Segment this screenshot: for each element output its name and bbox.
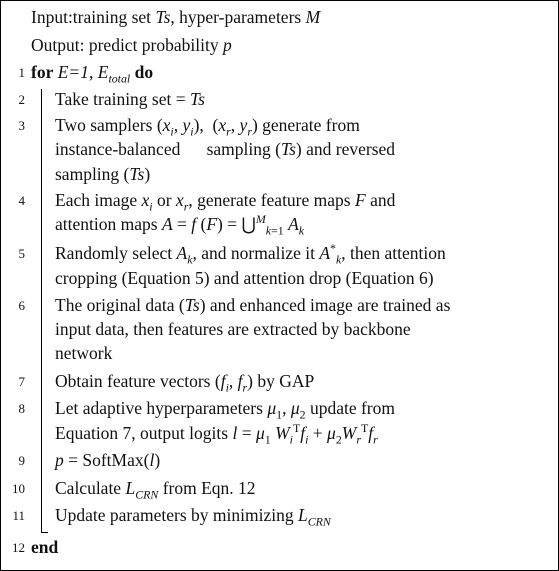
line-number: 1 bbox=[18, 65, 25, 80]
line-number: 9 bbox=[18, 453, 25, 468]
line-text: Two samplers ($x_i$, $y_i$), ($x_r$, $y_r$) generate from bbox=[55, 115, 360, 139]
line-text: Randomly select $A_k$, and normalize it $A^*_k$, then attention bbox=[55, 241, 446, 267]
line-text: Obtain feature vectors ($f_i$, $f_r$) by GAP bbox=[55, 371, 315, 395]
line-text: network bbox=[55, 343, 113, 363]
output-text: Output: predict probability p bbox=[31, 35, 232, 55]
line-text: Let adaptive hyperparameters $\mu_1$, $\mu_2$ update from bbox=[55, 398, 395, 422]
line-text: Take training set = Ts bbox=[55, 89, 205, 109]
line-number: 4 bbox=[18, 193, 25, 208]
line-number: 8 bbox=[18, 401, 25, 416]
line-text: Calculate $L_{CRN}$ from Eqn. 12 bbox=[55, 478, 256, 502]
line-number: 12 bbox=[12, 540, 25, 555]
loop-body-rule bbox=[41, 89, 42, 533]
line-number: 5 bbox=[18, 246, 25, 261]
line-text: cropping (Equation 5) and attention drop (Equation 6) bbox=[55, 268, 434, 288]
line-text: Equation 7, output logits $l = \mu_1$ $W_i^Tf_i + \mu_2W_r^Tf_r$ bbox=[55, 421, 378, 447]
line-number: 2 bbox=[18, 92, 25, 107]
input-text: Input:training set Ts, hyper-parameters M bbox=[31, 7, 321, 27]
line-number: 3 bbox=[18, 118, 25, 133]
line-number: 6 bbox=[18, 298, 25, 313]
line-text: The original data (Ts) and enhanced image are trained as bbox=[55, 295, 451, 315]
line-text: attention maps A = f (F) = ⋃$^M_{k=1}$ $A_k$ bbox=[55, 212, 305, 238]
line-text: Each image $x_i$ or $x_r$, generate feature maps F and bbox=[55, 190, 396, 214]
line-number: 10 bbox=[12, 481, 25, 496]
line-text: instance-balanced sampling (Ts) and reversed bbox=[55, 139, 396, 159]
line-text: p = SoftMax(l) bbox=[55, 450, 161, 470]
line-number: 7 bbox=[18, 374, 25, 389]
loop-end-tick bbox=[41, 532, 48, 533]
line-text: Update parameters by minimizing $L_{CRN}$ bbox=[55, 505, 331, 529]
line-text: for E=1, $E_{total}$ do bbox=[31, 62, 154, 86]
line-text: input data, then features are extracted by backbone bbox=[55, 319, 411, 339]
line-text: sampling (Ts) bbox=[55, 164, 151, 184]
line-number: 11 bbox=[12, 508, 25, 523]
line-text: end bbox=[31, 537, 59, 557]
